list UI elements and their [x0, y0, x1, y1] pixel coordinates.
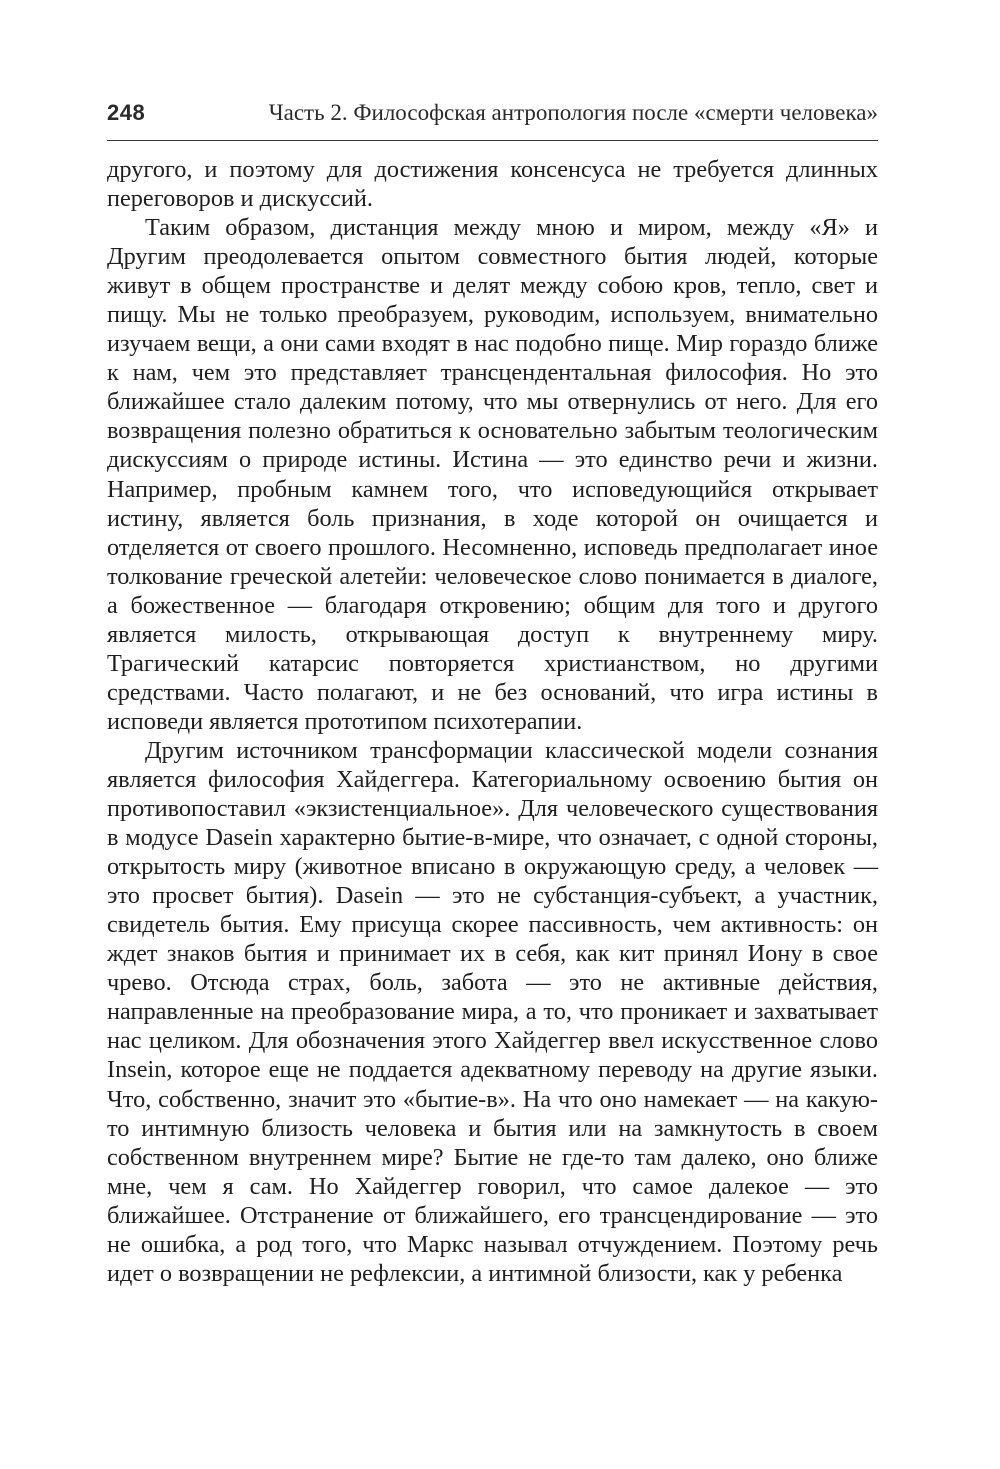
paragraph: Другим источником трансформации классической модели сознания является философия Хайдеггера. Категориальному освоению бытия он противопоставил «экзистенциальное». Для человеческого существования в модусе Dasein характерно бытие-в-мире, что означает, с одной стороны, открытость миру (животное вписано в окружающую среду, а человек — это просвет бытия). Dasein — это не субстанция-субъект, а участник, свидетель бытия. Ему присуща скорее пассивность, чем активность: он ждет знаков бытия и принимает их в себя, как кит принял Иону в свое чрево. Отсюда страх, боль, забота — это не активные действия, направленные на преобразование мира, а то, что проникает и захватывает нас целиком. Для обозначения этого Хайдеггер ввел искусственное слово Insein, которое еще не поддается адекватному переводу на другие языки. Что, собственно, значит это «бытие-в». На что оно намекает — на какую-то интимную близость человека и бытия или на замкнутость в своем собственном внутреннем мире? Бытие не где-то там далеко, оно ближе мне, чем я сам. Но Хайдеггер говорил, что самое далекое — это ближайшее. Отстранение от ближайшего, его трансцендирование — это не ошибка, а род того, что Маркс называл отчуждением. Поэтому речь идет о возвращении не рефлексии, а интимной близости, как у ребенка — [107, 736, 878, 1287]
running-header — [107, 100, 878, 140]
paragraph-continuation: другого, и поэтому для достижения консенсуса не требуется длинных переговоров и дискуссий. — [107, 156, 878, 213]
body-text — [107, 155, 878, 1288]
page-number: 248 — [107, 100, 146, 125]
running-title: Часть 2. Философская антропология после «смерти человека» — [268, 100, 878, 125]
header-rule — [107, 140, 878, 141]
book-page — [107, 100, 878, 1288]
paragraph: Таким образом, дистанция между мною и миром, между «Я» и Другим преодолевается опытом совместного бытия людей, которые живут в общем пространстве и делят между собою кров, тепло, свет и пищу. Мы не только преобразуем, руководим, используем, внимательно изучаем вещи, а они сами входят в нас подобно пище. Мир гораздо ближе к нам, чем это представляет трансцендентальная философия. Но это ближайшее стало далеким потому, что мы отвернулись от него. Для его возвращения полезно обратиться к основательно забытым теологическим дискуссиям о природе истины. Истина — это единство речи и жизни. Например, пробным камнем того, что исповедующийся открывает истину, является боль признания, в ходе которой он очищается и отделяется от своего прошлого. Несомненно, исповедь предполагает иное толкование греческой алетейи: человеческое слово понимается в диалоге, а божественное — благодаря откровению; общим для того и другого является милость, открывающая доступ к внутреннему миру. Трагический катарсис повторяется христианством, но другими средствами. Часто полагают, и не без оснований, что игра истины в исповеди является прототипом психотерапии. — [107, 214, 878, 735]
